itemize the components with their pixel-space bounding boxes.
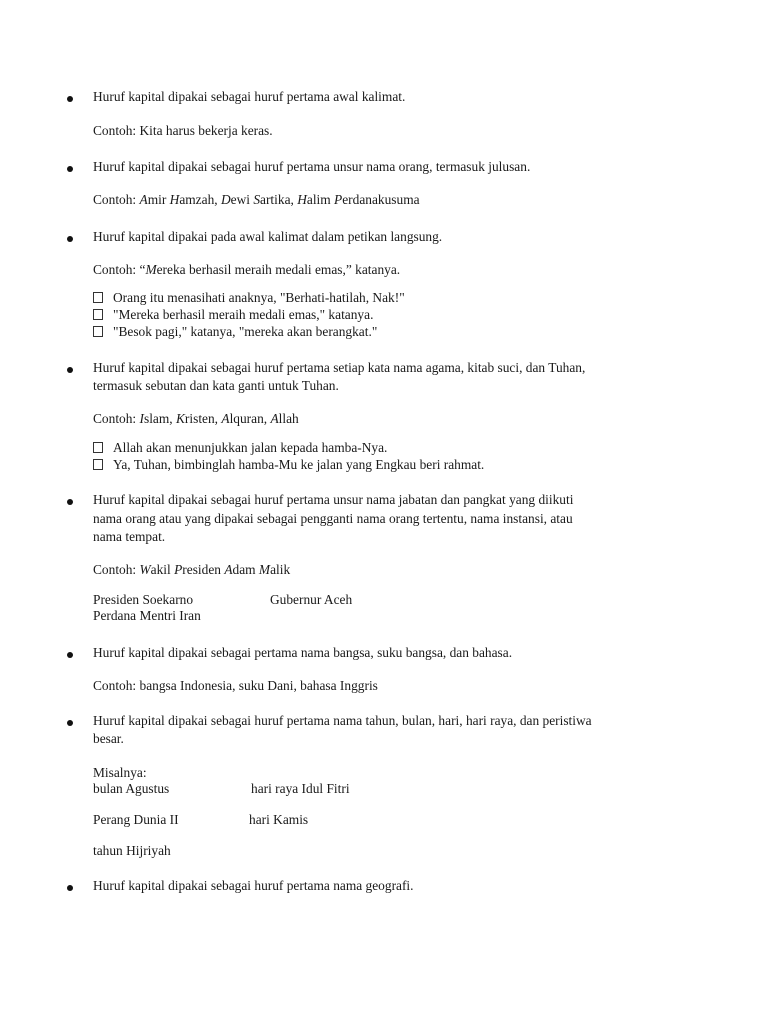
rule-7-pair1-b: hari raya Idul Fitri <box>251 781 350 796</box>
rule-7-pair2-b: hari Kamis <box>249 812 309 827</box>
bullet-icon <box>67 499 73 505</box>
checkbox-glyph-icon <box>93 326 103 337</box>
cap-letter: A <box>221 411 230 426</box>
rule-8-text: Huruf kapital dipakai sebagai huruf pertama nama geografi. <box>93 878 414 893</box>
cap-letter: W <box>139 562 151 577</box>
checkbox-glyph-icon <box>93 309 103 320</box>
name-rest: amzah, <box>179 192 221 207</box>
cap-letter: M <box>258 562 271 577</box>
rule-4-text-line2: termasuk sebutan dan kata ganti untuk Tuhan. <box>93 378 339 393</box>
name-rest: dam <box>232 562 259 577</box>
cap-letter: A <box>224 562 233 577</box>
bullet-icon <box>67 166 73 172</box>
checkbox-glyph-icon <box>93 442 103 453</box>
bullet-icon <box>67 96 73 102</box>
rule-3-subitem: "Besok pagi," katanya, "mereka akan berangkat." <box>93 323 377 341</box>
rule-3-subitem: Orang itu menasihati anaknya, "Berhati-hatilah, Nak!" <box>93 289 405 307</box>
cap-letter: P <box>334 192 343 207</box>
name-rest: akil <box>150 562 175 577</box>
rule-3-text: Huruf kapital dipakai pada awal kalimat dalam petikan langsung. <box>93 229 443 244</box>
cap-letter: P <box>174 562 183 577</box>
rule-7-pair1-a: bulan Agustus <box>93 781 170 796</box>
cap-letter: H <box>169 192 180 207</box>
rule-4-subitem: Allah akan menunjukkan jalan kepada hamba-Nya. <box>93 439 387 457</box>
name-rest: lquran, <box>229 411 271 426</box>
name-rest: artika, <box>260 192 298 207</box>
rule-5-extra-a: Presiden Soekarno <box>93 592 194 607</box>
name-rest: residen <box>182 562 225 577</box>
example-prefix: Contoh: <box>93 192 140 207</box>
cap-letter: I <box>139 411 144 426</box>
rule-2-text: Huruf kapital dipakai sebagai huruf pertama unsur nama orang, termasuk julusan. <box>93 159 531 174</box>
rule-4-example <box>93 410 299 428</box>
bullet-icon <box>67 720 73 726</box>
example-prefix: Contoh: <box>93 562 140 577</box>
rule-5-text-line3: nama tempat. <box>93 529 166 544</box>
name-rest: alik <box>270 562 291 577</box>
rule-7-text-line2: besar. <box>93 731 124 746</box>
name-rest: risten, <box>184 411 222 426</box>
cap-letter: D <box>220 192 231 207</box>
example-prefix: Contoh: <box>93 411 140 426</box>
checkbox-glyph-icon <box>93 292 103 303</box>
rule-7-pair2-a: Perang Dunia II <box>93 812 179 827</box>
cap-letter: K <box>175 411 185 426</box>
rule-6-example: Contoh: bangsa Indonesia, suku Dani, bahasa Inggris <box>93 678 378 693</box>
cap-letter: S <box>253 192 261 207</box>
rule-1-example: Contoh: Kita harus bekerja keras. <box>93 123 273 138</box>
cap-letter: A <box>270 411 279 426</box>
cap-letter: A <box>139 192 148 207</box>
rule-5-extra-c: Perdana Mentri Iran <box>93 608 201 623</box>
rule-5-example <box>93 561 290 579</box>
checkbox-glyph-icon <box>93 459 103 470</box>
rule-2-example <box>93 191 420 209</box>
name-rest: erdanakusuma <box>342 192 420 207</box>
rule-5-text-line1: Huruf kapital dipakai sebagai huruf pertama unsur nama jabatan dan pangkat yang diikuti <box>93 492 574 507</box>
bullet-icon <box>67 652 73 658</box>
name-rest: mir <box>147 192 170 207</box>
rule-1-text: Huruf kapital dipakai sebagai huruf pertama awal kalimat. <box>93 89 406 104</box>
cap-letter: M <box>145 262 157 277</box>
name-rest: alim <box>306 192 335 207</box>
rule-3-subitem: "Mereka berhasil meraih medali emas," katanya. <box>93 306 373 324</box>
rule-5-extra-b: Gubernur Aceh <box>270 592 353 607</box>
rule-4-subitem: Ya, Tuhan, bimbinglah hamba-Mu ke jalan yang Engkau beri rahmat. <box>93 456 484 474</box>
rule-6-text: Huruf kapital dipakai sebagai pertama nama bangsa, suku bangsa, dan bahasa. <box>93 645 513 660</box>
rule-7-text-line1: Huruf kapital dipakai sebagai huruf pertama nama tahun, bulan, hari, hari raya, dan peristiwa <box>93 713 592 728</box>
name-rest: slam, <box>143 411 176 426</box>
cap-letter: H <box>297 192 307 207</box>
rule-5-text-line2: nama orang atau yang dipakai sebagai pengganti nama orang tertentu, nama instansi, atau <box>93 511 573 526</box>
name-rest: llah <box>278 411 299 426</box>
example-prefix: Contoh: “ <box>93 262 146 277</box>
rule-7-single: tahun Hijriyah <box>93 843 171 858</box>
bullet-icon <box>67 367 73 373</box>
rule-4-text-line1: Huruf kapital dipakai sebagai huruf pertama setiap kata nama agama, kitab suci, dan Tuhan, <box>93 360 586 375</box>
rule-3-example <box>93 261 400 279</box>
bullet-icon <box>67 236 73 242</box>
example-rest: ereka berhasil meraih medali emas,” katanya. <box>156 262 401 277</box>
rule-7-misalnya: Misalnya: <box>93 765 147 780</box>
name-rest: ewi <box>230 192 254 207</box>
bullet-icon <box>67 885 73 891</box>
